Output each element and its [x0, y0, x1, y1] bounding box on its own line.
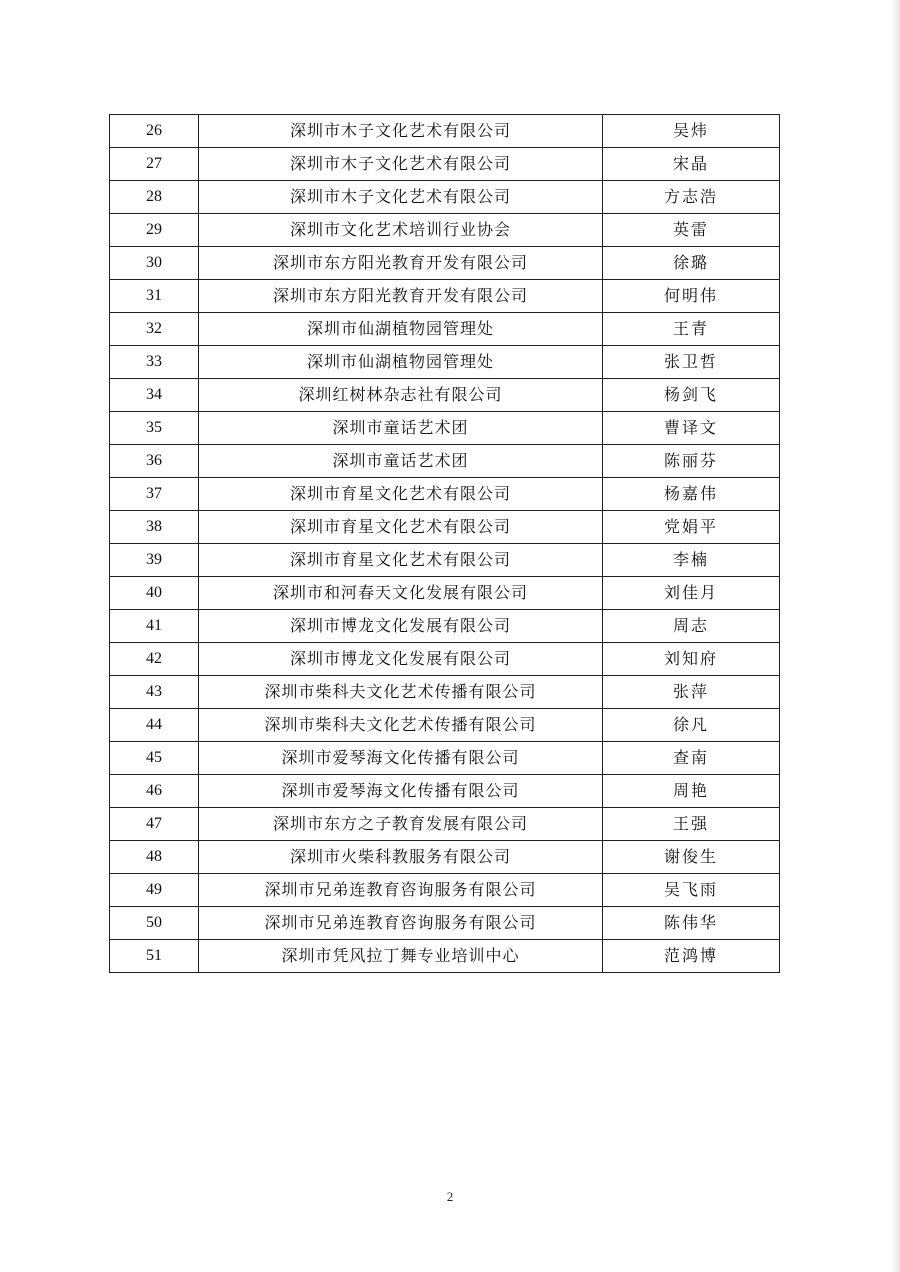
person-name-cell: 何明伟 [603, 280, 780, 313]
person-name-cell: 徐璐 [603, 247, 780, 280]
organization-cell: 深圳市仙湖植物园管理处 [199, 313, 603, 346]
person-name-cell: 谢俊生 [603, 841, 780, 874]
person-name-cell: 王青 [603, 313, 780, 346]
organization-cell: 深圳市育星文化艺术有限公司 [199, 511, 603, 544]
table-row [110, 346, 780, 379]
person-name-cell: 徐凡 [603, 709, 780, 742]
organization-cell: 深圳市和河春天文化发展有限公司 [199, 577, 603, 610]
person-name-cell: 李楠 [603, 544, 780, 577]
organization-cell: 深圳市凭风拉丁舞专业培训中心 [199, 940, 603, 973]
table-row [110, 313, 780, 346]
person-name-cell: 吴飞雨 [603, 874, 780, 907]
row-number-cell: 37 [110, 478, 199, 511]
organization-cell: 深圳市文化艺术培训行业协会 [199, 214, 603, 247]
organization-cell: 深圳市爱琴海文化传播有限公司 [199, 775, 603, 808]
person-name-cell: 张萍 [603, 676, 780, 709]
person-name-cell: 查南 [603, 742, 780, 775]
table-row [110, 445, 780, 478]
row-number-cell: 49 [110, 874, 199, 907]
table-row [110, 676, 780, 709]
organization-cell: 深圳市东方阳光教育开发有限公司 [199, 247, 603, 280]
person-name-cell: 吴炜 [603, 115, 780, 148]
person-name-cell: 刘知府 [603, 643, 780, 676]
organization-cell: 深圳市童话艺术团 [199, 445, 603, 478]
row-number-cell: 33 [110, 346, 199, 379]
organization-cell: 深圳红树林杂志社有限公司 [199, 379, 603, 412]
table-row [110, 379, 780, 412]
organization-cell: 深圳市兄弟连教育咨询服务有限公司 [199, 907, 603, 940]
table-row [110, 214, 780, 247]
table-row [110, 181, 780, 214]
person-name-cell: 王强 [603, 808, 780, 841]
row-number-cell: 27 [110, 148, 199, 181]
person-name-cell: 杨嘉伟 [603, 478, 780, 511]
organization-cell: 深圳市柴科夫文化艺术传播有限公司 [199, 676, 603, 709]
table-row [110, 412, 780, 445]
person-name-cell: 周志 [603, 610, 780, 643]
row-number-cell: 34 [110, 379, 199, 412]
person-name-cell: 周艳 [603, 775, 780, 808]
row-number-cell: 47 [110, 808, 199, 841]
table-row [110, 478, 780, 511]
row-number-cell: 45 [110, 742, 199, 775]
person-name-cell: 杨剑飞 [603, 379, 780, 412]
row-number-cell: 38 [110, 511, 199, 544]
roster-table [109, 114, 780, 973]
person-name-cell: 陈伟华 [603, 907, 780, 940]
organization-cell: 深圳市博龙文化发展有限公司 [199, 643, 603, 676]
person-name-cell: 张卫哲 [603, 346, 780, 379]
table-row [110, 280, 780, 313]
organization-cell: 深圳市木子文化艺术有限公司 [199, 148, 603, 181]
row-number-cell: 32 [110, 313, 199, 346]
organization-cell: 深圳市木子文化艺术有限公司 [199, 115, 603, 148]
table-row [110, 544, 780, 577]
person-name-cell: 陈丽芬 [603, 445, 780, 478]
organization-cell: 深圳市童话艺术团 [199, 412, 603, 445]
organization-cell: 深圳市火柴科教服务有限公司 [199, 841, 603, 874]
organization-cell: 深圳市东方阳光教育开发有限公司 [199, 280, 603, 313]
table-row [110, 148, 780, 181]
person-name-cell: 党娟平 [603, 511, 780, 544]
row-number-cell: 48 [110, 841, 199, 874]
row-number-cell: 35 [110, 412, 199, 445]
page-number: 2 [446, 1189, 454, 1204]
organization-cell: 深圳市育星文化艺术有限公司 [199, 478, 603, 511]
table-row [110, 511, 780, 544]
row-number-cell: 40 [110, 577, 199, 610]
table-row [110, 115, 780, 148]
row-number-cell: 43 [110, 676, 199, 709]
person-name-cell: 宋晶 [603, 148, 780, 181]
table-row [110, 874, 780, 907]
organization-cell: 深圳市育星文化艺术有限公司 [199, 544, 603, 577]
person-name-cell: 方志浩 [603, 181, 780, 214]
row-number-cell: 42 [110, 643, 199, 676]
organization-cell: 深圳市仙湖植物园管理处 [199, 346, 603, 379]
roster-table-body [110, 115, 780, 973]
table-row [110, 907, 780, 940]
organization-cell: 深圳市东方之子教育发展有限公司 [199, 808, 603, 841]
organization-cell: 深圳市柴科夫文化艺术传播有限公司 [199, 709, 603, 742]
organization-cell: 深圳市博龙文化发展有限公司 [199, 610, 603, 643]
organization-cell: 深圳市木子文化艺术有限公司 [199, 181, 603, 214]
table-row [110, 709, 780, 742]
organization-cell: 深圳市兄弟连教育咨询服务有限公司 [199, 874, 603, 907]
person-name-cell: 范鸿博 [603, 940, 780, 973]
person-name-cell: 英雷 [603, 214, 780, 247]
row-number-cell: 51 [110, 940, 199, 973]
table-row [110, 643, 780, 676]
row-number-cell: 30 [110, 247, 199, 280]
row-number-cell: 50 [110, 907, 199, 940]
table-row [110, 610, 780, 643]
row-number-cell: 41 [110, 610, 199, 643]
table-row [110, 940, 780, 973]
person-name-cell: 曹译文 [603, 412, 780, 445]
organization-cell: 深圳市爱琴海文化传播有限公司 [199, 742, 603, 775]
row-number-cell: 39 [110, 544, 199, 577]
row-number-cell: 31 [110, 280, 199, 313]
row-number-cell: 36 [110, 445, 199, 478]
row-number-cell: 44 [110, 709, 199, 742]
table-row [110, 247, 780, 280]
row-number-cell: 26 [110, 115, 199, 148]
table-row [110, 808, 780, 841]
scan-edge-shadow [890, 0, 900, 1272]
table-row [110, 577, 780, 610]
row-number-cell: 46 [110, 775, 199, 808]
table-row [110, 841, 780, 874]
table-row [110, 742, 780, 775]
row-number-cell: 29 [110, 214, 199, 247]
table-row [110, 775, 780, 808]
person-name-cell: 刘佳月 [603, 577, 780, 610]
row-number-cell: 28 [110, 181, 199, 214]
